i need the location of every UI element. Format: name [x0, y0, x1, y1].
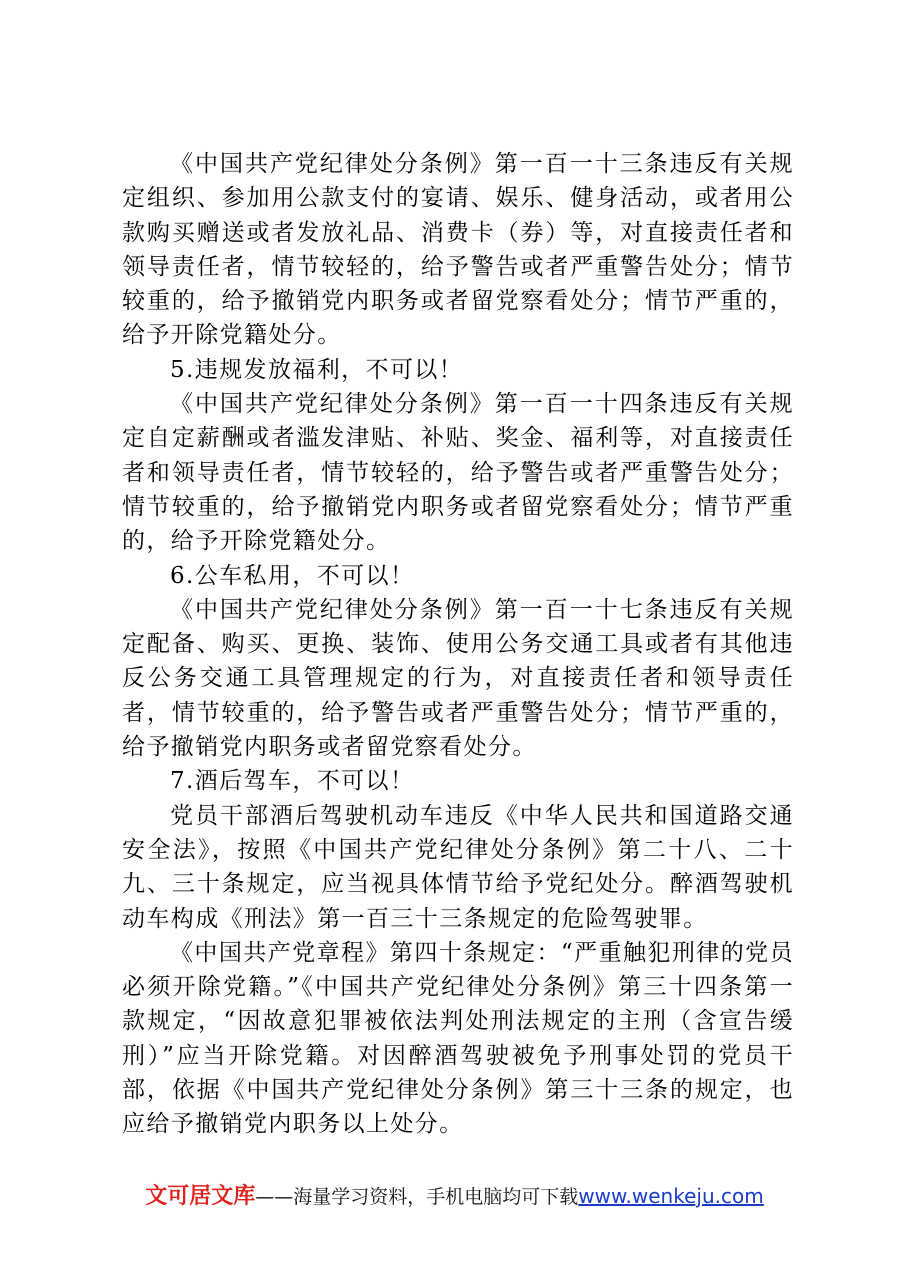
- footer-url-link[interactable]: www.wenkeju.com: [578, 1184, 764, 1208]
- paragraph-article-117: 《中国共产党纪律处分条例》第一百一十七条违反有关规定配备、购买、更换、装饰、使用公务交通工具或者有其他违反公务交通工具管理规定的行为，对直接责任者和领导责任者，情节较重的，给予警告或者严重警告处分；情节严重的，给予撤销党内职务或者留党察看处分。: [122, 596, 794, 761]
- paragraph-party-constitution: 《中国共产党章程》第四十条规定：“严重触犯刑律的党员必须开除党籍。”《中国共产党纪律处分条例》第三十四条第一款规定，“因故意犯罪被依法判处刑法规定的主刑（含宣告缓刑）”应当开除党籍。对因醉酒驾驶被免予刑事处罚的党员干部，依据《中国共产党纪律处分条例》第三十三条的规定，也应给予撤销党内职务以上处分。: [122, 939, 794, 1138]
- paragraph-drunk-driving: 党员干部酒后驾驶机动车违反《中华人民共和国道路交通安全法》，按照《中国共产党纪律处分条例》第二十八、二十九、三十条规定，应当视具体情节给予党纪处分。醉酒驾驶机动车构成《刑法》第一百三十三条规定的危险驾驶罪。: [122, 802, 794, 932]
- section-heading-6: 6.公车私用，不可以！: [170, 562, 415, 589]
- document-body: [122, 147, 794, 1142]
- footer-banner: [0, 1182, 909, 1211]
- footer-slogan: ——海量学习资料，手机电脑均可下载: [255, 1186, 579, 1208]
- paragraph-article-114: 《中国共产党纪律处分条例》第一百一十四条违反有关规定自定薪酬或者滥发津贴、补贴、奖金、福利等，对直接责任者和领导责任者，情节较轻的，给予警告或者严重警告处分；情节较重的，给予撤销党内职务或者留党察看处分；情节严重的，给予开除党籍处分。: [122, 391, 794, 555]
- paragraph-article-113: 《中国共产党纪律处分条例》第一百一十三条违反有关规定组织、参加用公款支付的宴请、娱乐、健身活动，或者用公款购买赠送或者发放礼品、消费卡（券）等，对直接责任者和领导责任者，情节较轻的，给予警告或者严重警告处分；情节较重的，给予撤销党内职务或者留党察看处分；情节严重的，给予开除党籍处分。: [122, 151, 794, 349]
- section-heading-7: 7.酒后驾车，不可以！: [170, 768, 415, 795]
- section-heading-5: 5.违规发放福利，不可以！: [170, 356, 464, 383]
- footer-brand: 文可居文库: [145, 1184, 256, 1209]
